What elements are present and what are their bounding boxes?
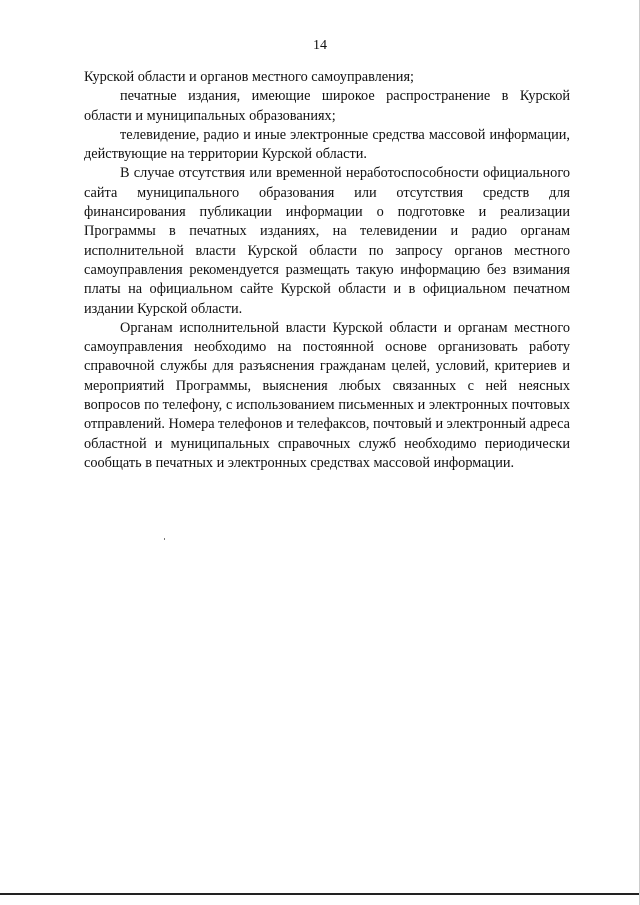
document-body [84,68,570,473]
paragraph-electronic-media: телевидение, радио и иные электронные средства массовой информации, действующие на территории Курской области. [84,126,570,163]
paragraph-website-absence: В случае отсутствия или временной неработоспособности официального сайта муниципального образования или отсутствия средств для финансирования публикации информации о подготовке и реализации Программы в печатных изданиях, на телевидении и радио органам исполнительной власти Курской области по запросу органов местного самоуправления рекомендуется размещать такую информацию без взимания платы на официальном сайте Курской области и в официальном печатном издании Курской области. [84,165,570,317]
scan-speck [164,538,165,540]
paragraph-help-service: Органам исполнительной власти Курской области и органам местного самоуправления необходимо на постоянной основе организовать работу справочной службы для разъяснения гражданам целей, условий, критериев и мероприятий Программы, выяснения любых связанных с ней неясных вопросов по телефону, с использованием письменных и электронных почтовых отправлений. Номера телефонов и телефаксов, почтовый и электронный адреса областной и муниципальных справочных служб необходимо периодически сообщать в печатных и электронных средствах массовой информации. [84,319,570,471]
paragraph-continuation: Курской области и органов местного самоуправления; [84,69,414,85]
page-number: 14 [313,38,327,53]
scan-bottom-edge [0,893,640,895]
paragraph-printed-media: печатные издания, имеющие широкое распространение в Курской области и муниципальных образованиях; [84,88,570,124]
